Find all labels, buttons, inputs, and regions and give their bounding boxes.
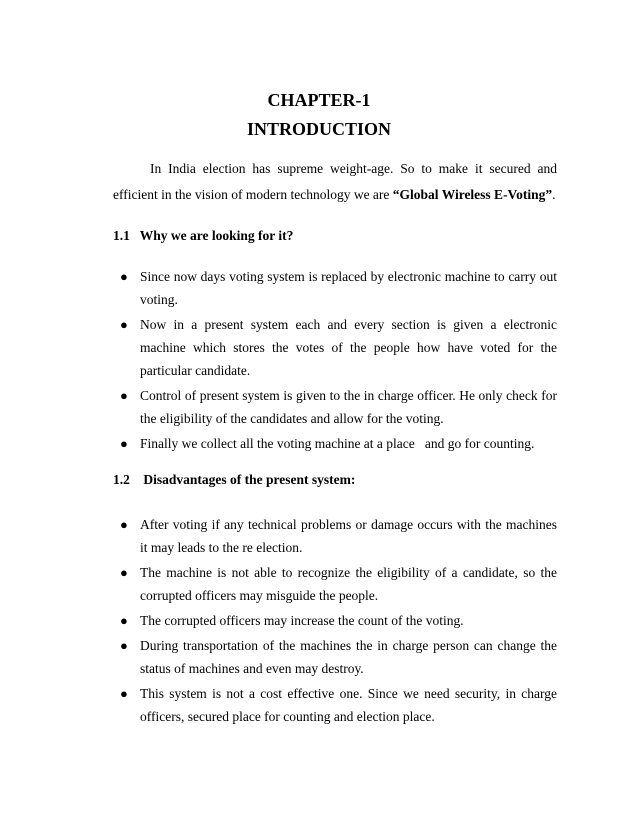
bullet-icon: ● bbox=[120, 613, 128, 628]
bullet-icon: ● bbox=[120, 517, 128, 532]
bullet-icon: ● bbox=[120, 317, 128, 332]
section-heading-1-2: 1.2 Disadvantages of the present system: bbox=[113, 472, 356, 487]
list-item-text: During transportation of the machines the in charge person can change the status of machines and even may destroy. bbox=[140, 638, 557, 676]
bullet-icon: ● bbox=[120, 565, 128, 580]
bullet-icon: ● bbox=[120, 388, 128, 403]
chapter-title: INTRODUCTION bbox=[246, 119, 392, 139]
section-heading-1-1: 1.1 Why we are looking for it? bbox=[113, 228, 294, 243]
bullet-list-disadvantages bbox=[113, 513, 557, 730]
intro-text-end: . bbox=[552, 187, 556, 202]
bullet-list-why bbox=[113, 265, 557, 457]
list-item-text: The corrupted officers may increase the count of the voting. bbox=[140, 613, 464, 628]
list-item bbox=[113, 513, 557, 559]
bullet-icon: ● bbox=[120, 269, 128, 284]
list-item bbox=[113, 609, 557, 632]
list-item-text: Control of present system is given to the in charge officer. He only check for the eligibility of the candidates and allow for the voting. bbox=[140, 388, 557, 426]
list-item bbox=[113, 634, 557, 680]
list-item-text: The machine is not able to recognize the eligibility of a candidate, so the corrupted officers may misguide the people. bbox=[140, 565, 557, 603]
list-item bbox=[113, 432, 557, 455]
list-item bbox=[113, 561, 557, 607]
list-item bbox=[113, 313, 557, 382]
bullet-icon: ● bbox=[120, 436, 128, 451]
project-name: “Global Wireless E-Voting” bbox=[392, 187, 553, 202]
chapter-label: CHAPTER-1 bbox=[267, 90, 371, 110]
list-item bbox=[113, 682, 557, 728]
intro-text: In India election has supreme weight-age. So to make it secured and efficient in the vision of modern technology we are bbox=[113, 161, 557, 202]
bullet-icon: ● bbox=[120, 686, 128, 701]
list-item bbox=[113, 384, 557, 430]
list-item-text: Now in a present system each and every section is given a electronic machine which stores the votes of the people how have voted for the particular candidate. bbox=[140, 317, 557, 378]
list-item-text: Finally we collect all the voting machine at a place and go for counting. bbox=[140, 436, 535, 451]
list-item-text: This system is not a cost effective one. Since we need security, in charge officers, secured place for counting and election place. bbox=[140, 686, 557, 724]
list-item-text: After voting if any technical problems or damage occurs with the machines it may leads to the re election. bbox=[140, 517, 557, 555]
list-item-text: Since now days voting system is replaced by electronic machine to carry out voting. bbox=[140, 269, 557, 307]
bullet-icon: ● bbox=[120, 638, 128, 653]
intro-paragraph bbox=[113, 156, 557, 208]
list-item bbox=[113, 265, 557, 311]
